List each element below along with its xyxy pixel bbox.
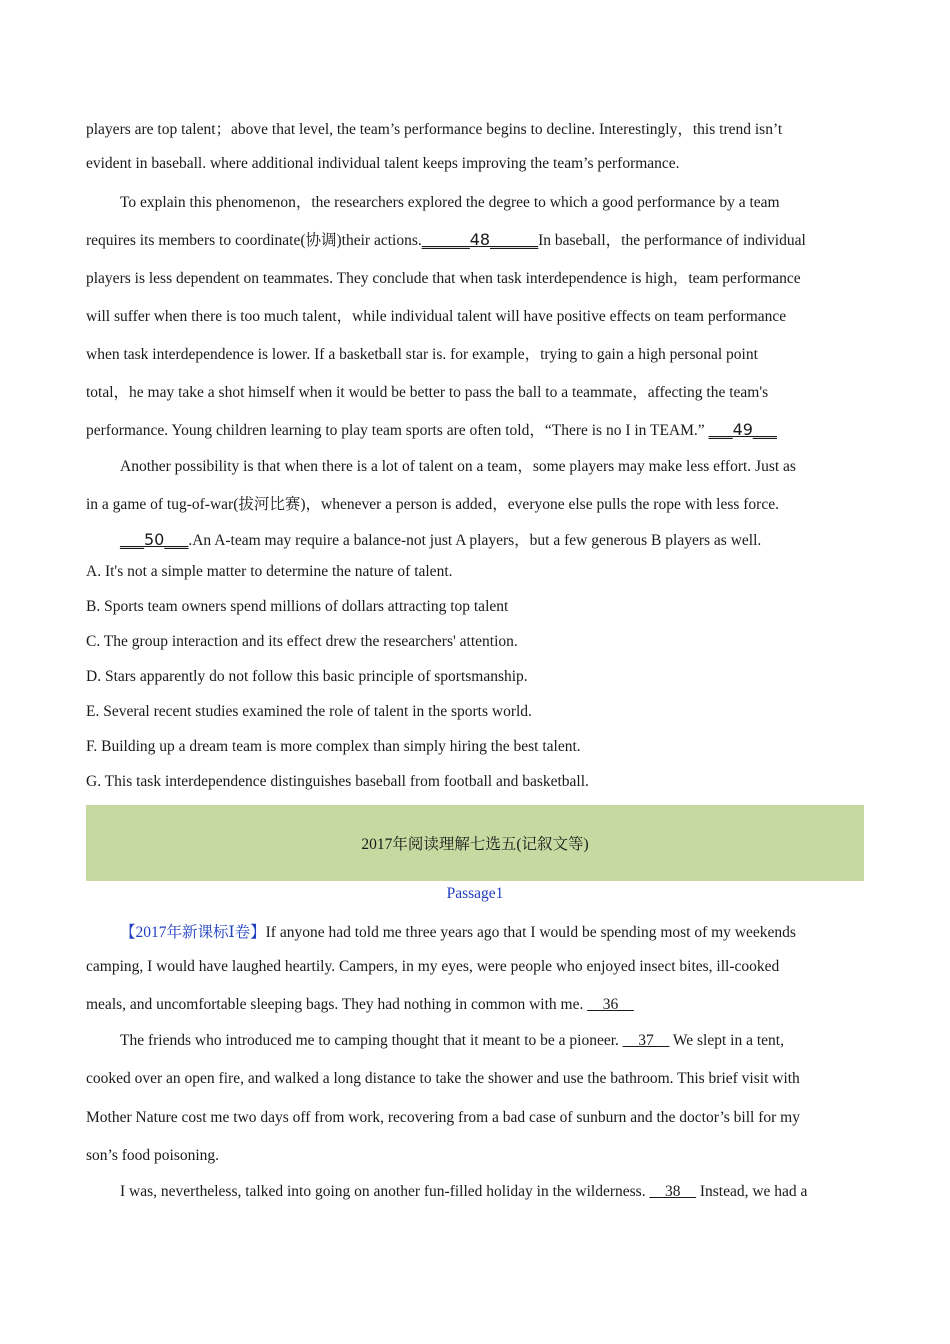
text-line: son’s food poisoning. [86,1147,220,1164]
option-f: F. Building up a dream team is more complex than simply hiring the best talent. [86,738,581,755]
text-line: meals, and uncomfortable sleeping bags. They had nothing in common with me. __36__ [86,996,634,1013]
text-line: will suffer when there is too much talent，while individual talent will have positive effects on team performance [86,308,787,325]
option-g: G. This task interdependence distinguishes baseball from football and basketball. [86,773,589,790]
text-line: requires its members to coordinate(协调)their actions.______48______In baseball，the performance of individual [86,230,806,249]
text-line: Another possibility is that when there is a lot of talent on a team，some players may make less effort. Just as [120,458,796,475]
text-line: Mother Nature cost me two days off from work, recovering from a bad case of sunburn and the doctor’s bill for my [86,1109,800,1126]
blank-49: ___49___ [708,420,777,439]
source-tag: 【2017年新课标Ⅰ卷】 [120,924,266,941]
option-c: C. The group interaction and its effect drew the researchers' attention. [86,633,518,650]
section-banner [86,805,864,881]
option-b: B. Sports team owners spend millions of dollars attracting top talent [86,598,509,615]
blank-36: __36__ [587,996,634,1013]
text-line: players are top talent；above that level, the team’s performance begins to decline. Interestingly，this trend isn’t [86,121,783,138]
text-line: ___50___.An A-team may require a balance-not just A players，but a few generous B players as well. [120,530,762,549]
section-title: 2017年阅读理解七选五(记叙文等) [361,836,589,853]
blank-48: ______48______ [421,230,539,249]
text-line: To explain this phenomenon，the researchers explored the degree to which a good performance by a team [120,194,780,211]
option-a: A. It's not a simple matter to determine the nature of talent. [86,563,453,580]
option-d: D. Stars apparently do not follow this basic principle of sportsmanship. [86,668,528,685]
blank-50: ___50___ [120,530,189,549]
text-line: 【2017年新课标Ⅰ卷】If anyone had told me three years ago that I would be spending most of my weekends [120,924,796,941]
text-line: in a game of tug-of-war(拔河比赛)，whenever a person is added，everyone else pulls the rope with less force. [86,496,779,513]
option-e: E. Several recent studies examined the role of talent in the sports world. [86,703,532,720]
text-line: total，he may take a shot himself when it would be better to pass the ball to a teammate，affecting the team's [86,384,769,401]
blank-38: __38__ [649,1183,696,1200]
text-line: I was, nevertheless, talked into going on another fun-filled holiday in the wilderness. __38__ Instead, we had a [120,1183,808,1200]
text-line: cooked over an open fire, and walked a long distance to take the shower and use the bathroom. This brief visit with [86,1070,800,1087]
text-line: evident in baseball. where additional individual talent keeps improving the team’s performance. [86,155,680,172]
text-line: performance. Young children learning to play team sports are often told，“There is no I in TEAM.” ___49___ [86,420,777,439]
text-line: camping, I would have laughed heartily. Campers, in my eyes, were people who enjoyed insect bites, ill-cooked [86,958,780,975]
blank-37: __37__ [622,1032,670,1049]
text-line: players is less dependent on teammates. They conclude that when task interdependence is high，team performance [86,270,801,287]
text-line: when task interdependence is lower. If a basketball star is. for example，trying to gain a high personal point [86,346,758,363]
text-line: The friends who introduced me to camping thought that it meant to be a pioneer. __37__ We slept in a tent, [120,1032,784,1049]
passage-label: Passage1 [446,885,504,902]
